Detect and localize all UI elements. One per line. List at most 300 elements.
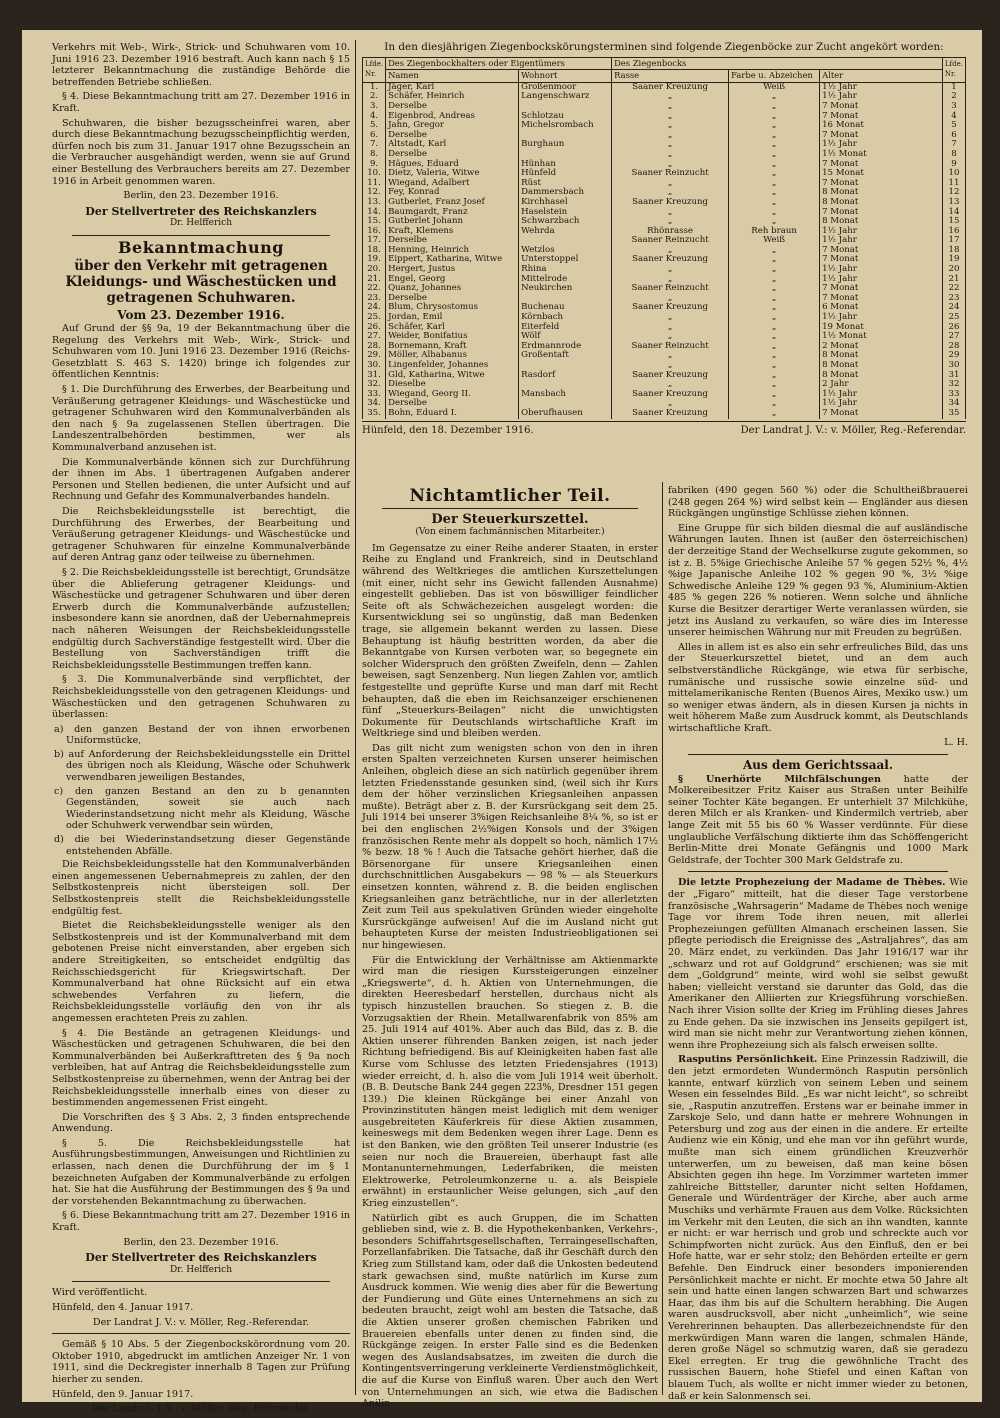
- col-header-owner: Des Ziegenbockhalters oder Eigentümers: [386, 57, 612, 70]
- cell-name: Engel, Georg: [386, 275, 519, 285]
- cell-breed: „: [612, 140, 729, 150]
- cell-breed: Saaner Kreuzung: [612, 255, 729, 265]
- cell-nr: 10.: [363, 169, 386, 179]
- column-rule: [355, 40, 356, 1395]
- cell-name: Kraft, Klemens: [386, 227, 519, 237]
- cell-nr2: 31: [942, 371, 965, 381]
- rasputin-text: Eine Prinzessin Radziwill, die den jetzt ermordeten Wundermönch Rasputin persönlich kannte, entwarf kürzlich von seinem Leben und seinem Wesen ein fesselndes Bild. „Es war nicht leicht“, so schreibt sie, „Rasputin anzutreffen. Erstens war er beinahe immer in Zarskoje Selo, und dann hatte er mehrere Wohnungen in Petersburg und zog aus der einen in die andere. Er erteilte Audienz wie ein König, und ehe man vor ihn geführt wurde, mußte man sich einem gründlichen Kreuzverhör unterwerfen, um zu beweisen, daß man keine bösen Absichten gegen ihn hege. Im Vorzimmer warteten immer zahlreiche Bittsteller, darunter nicht selten Hofdamen, Generale und Würdenträger der Kirche, aber auch arme Muschiks und verhärmte Frauen aus dem Volke. Rücksichten im Verkehr mit den Leuten, die sich an ihn wandten, kannte er nicht: er war herrisch und grob und schreckte auch vor Schimpfworten nicht zurück. Aus den Einfluß, den er bei Hofe hatte, war er sehr stolz; den Behörden erteilte er gern Befehle. Den Eindruck einer besonders imponierenden Persönlichkeit machte er nicht. Er mochte etwa 50 Jahre alt sein und hatte einen langen schwarzen Bart und schwarzes Haar, das ihm bis auf die Schultern herabhing. Die Augen waren ausdrucksvoll, aber nicht „unheimlich“, wie seine Verehrerinnen behaupten. Das allerbezeichnendste für den merkwürdigen Mann waren die langen, schmalen Hände, deren große Nägel so schmutzig waren, daß sie geradezu Ekel erregten. Er trug die gewöhnliche Tracht des russischen Bauern, hohe Stiefel und einen Kaftan von blauem Tuch, als wollte er nicht immer wieder zu betonen, daß er kein Salonmensch sei.: [668, 1054, 968, 1402]
- cell-place: Langenschwarz: [519, 92, 612, 102]
- paragraph: Alles in allem ist es also ein sehr erfreuliches Bild, das uns der Steuerkurszettel bietet, und an dem auch selbstverständliche Rückgänge, wie etwa für serbische, rumänische und russische sowie einzelne süd- und mittelamerikanische Renten (Buenos Aires, Mexiko usw.) um so weniger etwas ändern, als in diesen Kursen ja nichts in weit höherem Maße zum Ausdruck kommt, als Deutschlands wirtschaftliche Kraft.: [668, 641, 968, 734]
- published-signer: Der Landrat J. V.: v. Möller, Reg.-Referendar.: [92, 1316, 310, 1328]
- cell-color: „: [729, 150, 820, 160]
- paragraph: § 2. Die Reichsbekleidungsstelle ist berechtigt, Grundsätze über die Ablieferung getragener Kleidungs- und Wäschestücke und getragener Schuhwaren und über deren Erwerb durch die Kommunalverbände aufzustellen; insbesondere kann sie anordnen, daß der Uebernahmepreis nach näheren Weisungen der Reichsbekleidungsstelle endgültig durch Sachverständige festgestellt wird. Über die Bestellung von Sachverständigen trifft die Reichsbekleidungsstelle Bestimmungen treffen kann.: [52, 566, 350, 671]
- cell-name: Jahn, Gregor: [386, 121, 519, 131]
- table-row: [363, 265, 966, 275]
- cell-breed: Saaner Kreuzung: [612, 371, 729, 381]
- cell-place: Hünfeld: [519, 169, 612, 179]
- cell-age: 1½ Jahr: [820, 390, 943, 400]
- cell-nr2: 30: [942, 361, 965, 371]
- signer-title: Der Stellvertreter des Reichskanzlers: [85, 204, 317, 218]
- cell-age: 7 Monat: [820, 208, 943, 218]
- paragraph: Verkehrs mit Web-, Wirk-, Strick- und Schuhwaren vom 10. Juni 1916 23. Dezember 1916 bestraft. Auch kann nach § 15 letzterer Bekanntmachung die zuständige Behörde die betreffenden Betriebe schließen.: [52, 42, 350, 88]
- table-row: [363, 303, 966, 313]
- divider: [688, 754, 948, 755]
- cell-place: Wölf: [519, 332, 612, 342]
- cell-age: 1½ Jahr: [820, 265, 943, 275]
- cell-color: „: [729, 169, 820, 179]
- cell-name: Bornemann, Kraft: [386, 342, 519, 352]
- cell-color: „: [729, 332, 820, 342]
- cell-place: Oberufhausen: [519, 409, 612, 419]
- cell-nr: 28.: [363, 342, 386, 352]
- cell-breed: „: [612, 131, 729, 141]
- cell-nr: 14.: [363, 208, 386, 218]
- cell-nr: 4.: [363, 112, 386, 122]
- cell-age: 1½ Jahr: [820, 236, 943, 246]
- cell-name: Derselbe: [386, 150, 519, 160]
- cell-name: Gld, Katharina, Witwe: [386, 371, 519, 381]
- cell-nr2: 21: [942, 275, 965, 285]
- cell-nr2: 15: [942, 217, 965, 227]
- goat-table: [362, 57, 966, 419]
- cell-breed: „: [612, 380, 729, 390]
- cell-age: 8 Monat: [820, 351, 943, 361]
- cell-nr: 2.: [363, 92, 386, 102]
- cell-nr2: 32: [942, 380, 965, 390]
- cell-nr2: 12: [942, 188, 965, 198]
- cell-age: 19 Monat: [820, 323, 943, 333]
- cell-color: „: [729, 112, 820, 122]
- paragraph: Auf Grund der §§ 9a, 19 der Bekanntmachung über die Regelung des Verkehrs mit Web-, Wirk-, Strick- und Schuhwaren vom 10. Juni 1916 23. Dezember 1916 (Reichs-Gesetzblatt S. 463 S. 1420) bringe ich folgendes zur öffentlichen Kenntnis:: [52, 323, 350, 381]
- cell-color: „: [729, 208, 820, 218]
- cell-nr: 5.: [363, 121, 386, 131]
- cell-age: 2 Jahr: [820, 380, 943, 390]
- cell-color: „: [729, 313, 820, 323]
- cell-breed: Saaner Reinzucht: [612, 284, 729, 294]
- cell-place: Wehrda: [519, 227, 612, 237]
- cell-nr: 29.: [363, 351, 386, 361]
- col-header-goat: Des Ziegenbocks: [612, 57, 943, 70]
- cell-nr2: 29: [942, 351, 965, 361]
- cell-age: 1½ Jahr: [820, 227, 943, 237]
- cell-color: „: [729, 399, 820, 409]
- cell-nr: 34.: [363, 399, 386, 409]
- paragraph: Natürlich gibt es auch Gruppen, die im Schatten geblieben sind, wie z. B. die Hypothekenbanken, Verkehrs-, besonders Schiffahrtsgesellschaften, Terraingesellschaften, Porzellanfabriken. Die Tatsache, daß ihr Geschäft durch den Krieg zum Stillstand kam, oder daß die Unkosten bedeutend stark gewachsen sind, mußte natürlich im Kurse zum Ausdruck kommen. Wie wenig dies aber für die Bewertung der Fundierung und Güte eines Unternehmens an sich zu bedeuten braucht, zeigt wohl am besten die Tatsache, daß die Aktien unserer großen chemischen Fabriken und Brauereien ebenfalls unter denen zu finden sind, die Rückgänge zeigen. In erster Falle sind es die Bedenken wegen des Auslandsabsatzes, im zweiten die durch die Kontingentsverringerung verkleinerte Verdienstmöglichkeit, die auf die Kurse von Einfluß waren. Über auch den Wert von Unternehmungen an sich, wie etwa die Badischen Anilin-: [362, 1212, 658, 1410]
- cell-place: Kirchhasel: [519, 198, 612, 208]
- cell-name: Altstadt, Karl: [386, 140, 519, 150]
- column-rule: [662, 482, 663, 1395]
- table-signer: Der Landrat J. V.: v. Möller, Reg.-Referendar.: [740, 424, 966, 436]
- cell-age: 8 Monat: [820, 188, 943, 198]
- cell-color: „: [729, 160, 820, 170]
- cell-breed: Rhönrasse: [612, 227, 729, 237]
- cell-nr2: 14: [942, 208, 965, 218]
- table-footer: [362, 421, 966, 437]
- cell-age: 7 Monat: [820, 160, 943, 170]
- thebes-text: Wie der „Figaro“ mitteilt, hat die dieser Tage verstorbene französische „Wahrsagerin“ Madame de Thèbes noch wenige Tage vor ihrem Tode ihren neuen, mit allerlei Prophezeiungen gefüllten Almanach erscheinen lassen. Sie pflegte periodisch die Ereignisse des „Astraljahres“, das am 20. März endet, zu verkünden. Das Jahr 1916/17 war ihr „schwarz und rot auf Goldgrund“ erschienen; was sie mit dem „Goldgrund“ meinte, wird wohl sie selbst gewußt haben; vielleicht verstand sie darunter das Gold, das die Amerikaner den Alliierten zur Kriegsführung vorschießen. Nach ihrer Vision sollte der Krieg im Frühling dieses Jahres zu Ende gehen. Da sie inzwischen ins Jenseits gepilgert ist, wird man sie nicht mehr zur Verantwortung ziehen können, wenn ihre Prophezeiung sich als falsch erweisen sollte.: [668, 877, 968, 1051]
- cell-breed: „: [612, 246, 729, 256]
- cell-nr: 9.: [363, 160, 386, 170]
- cell-name: Weider, Bonifatius: [386, 332, 519, 342]
- cell-name: Derselbe: [386, 236, 519, 246]
- cell-breed: „: [612, 121, 729, 131]
- paragraph: Schuhwaren, die bisher bezugsscheinfrei waren, aber durch diese Bekanntmachung bezugsscheinpflichtig werden, dürfen noch bis zum 31. Januar 1917 ohne Bezugsschein an die Verbraucher ausgehändigt werden, wenn sie auf Grund einer Bestellung des Verbrauchers bereits am 27. Dezember 1916 in Arbeit genommen waren.: [52, 117, 350, 187]
- paragraph: § 3. Die Kommunalverbände sind verpflichtet, der Reichsbekleidungsstelle von den getragenen Kleidungs- und Wäschestücken und den getragenen Schuhwaren zu überlassen:: [52, 674, 350, 721]
- cell-nr: 18.: [363, 246, 386, 256]
- cell-place: Michelsrombach: [519, 121, 612, 131]
- col-header-place: Wohnort: [519, 70, 612, 83]
- cell-place: Rüst: [519, 179, 612, 189]
- paragraph: § 5. Die Reichsbekleidungsstelle hat Ausführungsbestimmungen, Anweisungen und Richtlinien zu erlassen, nach denen die Durchführung der im § 1 bezeichneten Aufgaben der Kommunalverbände zu erfolgen hat. Sie hat die Ausführung der Bestimmungen des § 9a und der vorstehenden Bekanntmachung zu überwachen.: [52, 1137, 350, 1207]
- cell-place: Buchenau: [519, 303, 612, 313]
- cell-color: „: [729, 371, 820, 381]
- cell-color: „: [729, 361, 820, 371]
- cell-nr: 7.: [363, 140, 386, 150]
- cell-breed: „: [612, 351, 729, 361]
- cell-nr2: 1: [942, 82, 965, 92]
- section-title: Nichtamtlicher Teil.: [409, 486, 611, 506]
- cell-name: Derselbe: [386, 294, 519, 304]
- cell-color: „: [729, 390, 820, 400]
- cell-age: 7 Monat: [820, 284, 943, 294]
- cell-name: Wiegand, Georg II.: [386, 390, 519, 400]
- cell-color: „: [729, 92, 820, 102]
- cell-breed: „: [612, 313, 729, 323]
- cell-nr2: 33: [942, 390, 965, 400]
- newspaper-page: [22, 30, 982, 1415]
- cell-age: 1½ Monat: [820, 150, 943, 160]
- cell-nr: 12.: [363, 188, 386, 198]
- table-row: [363, 92, 966, 102]
- cell-nr: 24.: [363, 303, 386, 313]
- cell-nr2: 8: [942, 150, 965, 160]
- cell-age: 7 Monat: [820, 294, 943, 304]
- cell-age: 7 Monat: [820, 131, 943, 141]
- cell-breed: „: [612, 399, 729, 409]
- cell-nr: 23.: [363, 294, 386, 304]
- col-header-breed: Rasse: [612, 70, 729, 83]
- list-item: b) auf Anforderung der Reichsbekleidungsstelle ein Drittel des übrigen noch als Kleidung, Wäsche oder Schuhwerk verwendbaren jeweiligen Bestandes,: [54, 748, 350, 784]
- cell-age: 1½ Jahr: [820, 140, 943, 150]
- cell-nr2: 16: [942, 227, 965, 237]
- cell-breed: „: [612, 102, 729, 112]
- cell-nr2: 5: [942, 121, 965, 131]
- cell-age: 7 Monat: [820, 409, 943, 419]
- cell-nr: 26.: [363, 323, 386, 333]
- table-row: [363, 121, 966, 131]
- col-header-age: Alter: [820, 70, 943, 83]
- cell-nr2: 18: [942, 246, 965, 256]
- cell-place: Unterstoppel: [519, 255, 612, 265]
- cell-nr2: 35: [942, 409, 965, 419]
- cell-breed: „: [612, 294, 729, 304]
- paragraph: § 4. Diese Bekanntmachung tritt am 27. Dezember 1916 in Kraft.: [52, 91, 350, 114]
- cell-color: „: [729, 121, 820, 131]
- cell-age: 8 Monat: [820, 371, 943, 381]
- cell-nr: 19.: [363, 255, 386, 265]
- cell-nr: 3.: [363, 102, 386, 112]
- cell-place: Rhina: [519, 265, 612, 275]
- signer-title: Der Stellvertreter des Reichskanzlers: [85, 1251, 317, 1265]
- paragraph: § 4. Die Bestände an getragenen Kleidungs- und Wäschestücken und getragenen Schuhwaren, die bei den Kommunalverbänden bei Außerkrafttreten des § 9a noch verbleiben, hat auf Antrag die Reichsbekleidungsstelle zum Selbstkostenpreise zu übernehmen, wenn der Antrag bei der Reichsbekleidungsstelle innerhalb eines von dieser zu bestimmenden angemessenen Frist eingeht.: [52, 1027, 350, 1109]
- left-column: [52, 42, 350, 1418]
- court-lead: § Unerhörte Milchfälschungen: [678, 773, 882, 785]
- cell-color: „: [729, 409, 820, 419]
- divider: [688, 871, 948, 872]
- article-byline: (Von einem fachmännischen Mitarbeiter.): [415, 527, 605, 538]
- cell-color: „: [729, 131, 820, 141]
- place-date: Hünfeld, den 9. Januar 1917.: [52, 1388, 194, 1400]
- signer-name: Dr. Helfferich: [169, 218, 233, 229]
- right-column: [668, 485, 968, 1405]
- cell-nr: 16.: [363, 227, 386, 237]
- table-intro: In den diesjährigen Ziegenbockskörungsterminen sind folgende Ziegenböcke zur Zucht angekört worden:: [384, 41, 944, 53]
- published-note: Wird veröffentlicht.: [52, 1287, 148, 1299]
- thebes-lead: Die letzte Prophezeiung der Madame de Thèbes.: [678, 877, 946, 889]
- cell-age: 7 Monat: [820, 102, 943, 112]
- cell-breed: „: [612, 208, 729, 218]
- cell-breed: Saaner Kreuzung: [612, 390, 729, 400]
- cell-nr2: 13: [942, 198, 965, 208]
- cell-name: Schäfer, Karl: [386, 323, 519, 333]
- cell-nr: 6.: [363, 131, 386, 141]
- cell-nr: 25.: [363, 313, 386, 323]
- cell-color: „: [729, 246, 820, 256]
- cell-place: Mittelrode: [519, 275, 612, 285]
- cell-nr2: 7: [942, 140, 965, 150]
- cell-color: „: [729, 351, 820, 361]
- table-row: [363, 131, 966, 141]
- paragraph: Bietet die Reichsbekleidungsstelle weniger als den Selbstkostenpreis und ist der Kommunalverband mit dem gebotenen Preise nicht einverstanden, aber ergeben sich andere Streitigkeiten, so entscheidet endgültig das Reichsschiedsgericht für Kriegswirtschaft. Der Kommunalverband hat ohne Rücksicht auf ein etwa schwebendes Verfahren zu liefern, die Reichsbekleidungsstelle vorläufig den von ihr als angemessen erachteten Preis zu zahlen.: [52, 920, 350, 1024]
- cell-nr: 21.: [363, 275, 386, 285]
- cell-age: 7 Monat: [820, 179, 943, 189]
- table-row: [363, 112, 966, 122]
- cell-place: Eiterfeld: [519, 323, 612, 333]
- cell-nr2: 20: [942, 265, 965, 275]
- table-row: [363, 390, 966, 400]
- cell-name: Dieselbe: [386, 380, 519, 390]
- paragraph: § 1. Die Durchführung des Erwerbes, der Bearbeitung und Veräußerung getragener Kleidungs- und Wäschestücke und getragener Schuhwaren wird den Kommunalverbänden als den nach § 9a zugelassenen Stellen übertragen. Die Landeszentralbehörden bestimmen, wer als Kommunalverband anzusehen ist.: [52, 384, 350, 454]
- cell-age: 7 Monat: [820, 112, 943, 122]
- cell-name: Bohn, Eduard I.: [386, 409, 519, 419]
- paragraph: § 6. Diese Bekanntmachung tritt am 27. Dezember 1916 in Kraft.: [52, 1210, 350, 1234]
- cell-breed: Saaner Kreuzung: [612, 409, 729, 419]
- cell-breed: „: [612, 332, 729, 342]
- cell-color: „: [729, 323, 820, 333]
- cell-name: Blum, Chrysostomus: [386, 303, 519, 313]
- cell-color: Weiß: [729, 82, 820, 92]
- paragraph: Für die Entwicklung der Verhältnisse am Aktienmarkte wird man die riesigen Kurssteigerungen einzelner „Kriegswerte“, d. h. Aktien von Unternehmungen, die direkten Heeresbedarf herstellen, durchaus nicht als typisch hinzustellen brauchen. So stiegen z. B. die Vorzugsaktien der Rhein. Metallwarenfabrik von 85% am 25. Juli 1914 auf 401%. Aber auch das Bild, das z. B. die Aktien unserer führenden Banken zeigen, ist nach jeder Richtung befriedigend. Bis auf Kleinigkeiten haben fast alle Kurse vom Schlusse des letzten Friedensjahres (1913) wieder erreicht, d. h. also die vom Juli 1914 weit überholt. (B. B. Deutsche Bank 244 gegen 223%, Dresdner 151 gegen 139.) Die kleinen Rückgänge bei einer Anzahl von Provinzinstituten hängen meist lediglich mit dem weniger ausgebreiteten Käuferkreis für diese Aktien zusammen, keineswegs mit dem Bedenken wegen ihrer Lage. Denn es ist den Banken, wie den größten Teil unserer Industrie (es seien nur noch die Brauereien, überhaupt fast alle Montanunternehmungen, Lederfabriken, die meisten Elektrowerke, Petroleumkonzerne u. a. als Beispiele erwähnt) in erstaunlicher Weise gelungen, sich „auf den Krieg einzustellen“.: [362, 954, 658, 1210]
- cell-breed: „: [612, 179, 729, 189]
- cell-breed: Saaner Kreuzung: [612, 82, 729, 92]
- paragraph: Eine Gruppe für sich bilden diesmal die auf ausländische Währungen lauten. Ihnen ist (außer den österreichischen) der derzeitige Stand der Wechselkurse zugute gekommen, so ist z. B. 5%ige Griechische Anleihe 57 % gegen 52½ %, 4½ %ige Japanische Anleihe 102 % gegen 90 %, 3½ %ige Schwedische Anleihe 129 % gegen 93 %, Aluminium-Aktien 485 % gegen 226 % notieren. Wenn solche und ähnliche Kurse die Besitzer derartiger Werte veranlassen würden, sie jetzt ins Ausland zu verkaufen, so wäre dies im Interesse unserer heimischen Währung nur mit Freuden zu begrüßen.: [668, 522, 968, 639]
- signer-name: Dr. Helfferich: [169, 1264, 233, 1275]
- cell-name: Wiegand, Adalbert: [386, 179, 519, 189]
- cell-name: Dietz, Valeria, Witwe: [386, 169, 519, 179]
- cell-name: Eippert, Katharina, Witwe: [386, 255, 519, 265]
- goat-table-section: [362, 42, 966, 436]
- cell-name: Gutberlet Johann: [386, 217, 519, 227]
- paragraph: Im Gegensatze zu einer Reihe anderer Staaten, in erster Reihe zu England und Frankreich, sind in Deutschland während des Weltkrieges die amtlichen Kurszettelungen (mit einer, nicht sehr ins Gewicht fallenden Ausnahme) eingestellt geblieben. Das ist von böswilliger feindlicher Seite oft als Schwächezeichen ausgelegt worden: die Kursentwicklung sei so ungünstig, daß man Bedenken trage, sie allgemein bekannt werden zu lassen. Diese Behauptung ist häufig bestritten worden, da aber die Bekanntgabe von Kursen verboten war, so begegnete ein solcher Widerspruch den größten Zweifeln, denn — Zahlen beweisen, sagt Senzenberg. Nun liegen Zahlen vor, amtlich festgestellte und geprüfte Kurse und man darf mit Recht behaupten, daß die eben im Reichsanzeiger erschienenen fünf „Steuerkurs-Beilagen“ nicht die unwichtigsten Dokumente für Deutschlands wirtschaftliche Kraft im Weltkriege sind und bleiben werden.: [362, 542, 658, 740]
- cell-nr: 11.: [363, 179, 386, 189]
- cell-nr2: 23: [942, 294, 965, 304]
- cell-color: „: [729, 342, 820, 352]
- cell-color: „: [729, 303, 820, 313]
- paragraph: Die Reichsbekleidungsstelle ist berechtigt, die Durchführung des Erwerbes, der Bearbeitung und Veräußerung getragener Kleidungs- und Wäschestücke und getragener Schuhwaren für einzelne Kommunalverbände auf deren Antrag ganz oder teilweise zu übernehmen.: [52, 506, 350, 564]
- table-row: [363, 313, 966, 323]
- cell-breed: „: [612, 361, 729, 371]
- cell-color: „: [729, 140, 820, 150]
- cell-name: Derselbe: [386, 131, 519, 141]
- notice-title: Bekanntmachung: [118, 237, 284, 257]
- cell-name: Derselbe: [386, 102, 519, 112]
- cell-nr2: 6: [942, 131, 965, 141]
- cell-breed: „: [612, 112, 729, 122]
- divider: [382, 508, 638, 509]
- court-text: hatte der Molkereibesitzer Fritz Kaiser aus Straßen unter Beihilfe seiner Tochter Käte begangen. Er unterhielt 37 Milchkühe, deren Milch er als Kranken- und Kindermilch vertrieb, aber lange Zeit mit 55 bis 60 % Wasser verdünnte. Für diese unglaubliche Verfälschung diktierte ihm das Schöffengericht Berlin-Mitte drei Monate Gefängnis und 1000 Mark Geldstrafe, der Tochter 300 Mark Geldstrafe zu.: [668, 773, 968, 866]
- divider: [72, 235, 330, 236]
- cell-name: Gutberlet, Franz Josef: [386, 198, 519, 208]
- cell-nr2: 11: [942, 179, 965, 189]
- cell-nr2: 22: [942, 284, 965, 294]
- cell-age: 8 Monat: [820, 361, 943, 371]
- cell-color: Weiß: [729, 236, 820, 246]
- paragraph: fabriken (490 gegen 560 %) oder die Schultheißbrauerei (248 gegen 264 %) wird selbst kein — Engländer aus diesen Rückgängen ungünstige Schlüsse ziehen können.: [668, 485, 968, 520]
- published-date: Hünfeld, den 4. Januar 1917.: [52, 1302, 194, 1313]
- cell-color: „: [729, 188, 820, 198]
- notice-date: Vom 23. Dezember 1916.: [117, 307, 285, 322]
- place-date: Berlin, den 23. Dezember 1916.: [123, 190, 279, 202]
- cell-nr: 31.: [363, 371, 386, 381]
- cell-age: 2 Monat: [820, 342, 943, 352]
- cell-age: 1½ Jahr: [820, 82, 943, 92]
- cell-nr2: 19: [942, 255, 965, 265]
- cell-place: Burghaun: [519, 140, 612, 150]
- middle-column: [362, 485, 658, 1413]
- cell-nr: 15.: [363, 217, 386, 227]
- table-row: [363, 371, 966, 381]
- cell-color: „: [729, 102, 820, 112]
- table-date: Hünfeld, den 18. Dezember 1916.: [362, 424, 534, 436]
- cell-color: Reh braun: [729, 227, 820, 237]
- cell-nr: 27.: [363, 332, 386, 342]
- cell-breed: Saaner Reinzucht: [612, 236, 729, 246]
- cell-name: Fey, Konrad: [386, 188, 519, 198]
- cell-nr: 30.: [363, 361, 386, 371]
- divider: [52, 1333, 350, 1334]
- table-row: [363, 284, 966, 294]
- col-header-name: Namen: [386, 70, 519, 83]
- cell-breed: „: [612, 150, 729, 160]
- cell-age: 6 Monat: [820, 303, 943, 313]
- cell-age: 1½ Monat: [820, 332, 943, 342]
- cell-color: „: [729, 294, 820, 304]
- cell-nr2: 3: [942, 102, 965, 112]
- cell-nr: 8.: [363, 150, 386, 160]
- cell-nr: 13.: [363, 198, 386, 208]
- cell-place: Neukirchen: [519, 284, 612, 294]
- cell-name: Hergert, Justus: [386, 265, 519, 275]
- article-title: Der Steuerkurszettel.: [431, 511, 589, 527]
- cell-place: Körnbach: [519, 313, 612, 323]
- cell-name: Jäger, Karl: [386, 82, 519, 92]
- cell-name: Derselbe: [386, 399, 519, 409]
- table-row: [363, 409, 966, 419]
- paragraph: Gemäß § 10 Abs. 5 der Ziegenbockskörordnung vom 20. Oktober 1910, abgedruckt im amtlichen Anzeiger Nr. 1 von 1911, sind die Deckregister innerhalb 8 Tagen zur Prüfung hierher zu senden.: [52, 1339, 350, 1385]
- cell-place: Schlotzau: [519, 112, 612, 122]
- cell-age: 7 Monat: [820, 246, 943, 256]
- cell-color: „: [729, 198, 820, 208]
- cell-age: 15 Monat: [820, 169, 943, 179]
- cell-name: Hägues, Eduard: [386, 160, 519, 170]
- cell-nr2: 25: [942, 313, 965, 323]
- table-row: [363, 179, 966, 189]
- cell-color: „: [729, 255, 820, 265]
- table-row: [363, 140, 966, 150]
- cell-nr2: 28: [942, 342, 965, 352]
- cell-breed: Saaner Kreuzung: [612, 198, 729, 208]
- cell-nr2: 9: [942, 160, 965, 170]
- cell-nr: 22.: [363, 284, 386, 294]
- paragraph: Das gilt nicht zum wenigsten schon von den in ihren ersten Spalten verzeichneten Kursen unserer heimischen Anleihen, obgleich diese an sich natürlich gegenüber ihrem letzten Friedensstande gesunken sind, (weil sich ihr Kurs dem der höher verzinslichen Kriegsanleihen anpassen mußte). Beträgt aber z. B. der Kursrückgang seit dem 25. Juli 1914 bei unserer 3%igen Reichsanleihe 8¼ %, so ist er bei den englischen 2½%igen Konsols und der 3%igen französischen Rente mehr als doppelt so hoch, nämlich 17½ % bezw. 18 % ! Auch die Tatsache gehört hierher, daß die Börsenorgane für unsere Kriegsanleihen einen durchschnittlichen Ausgabekurs — 98 % — als Steuerkurs einsetzen konnten, während z. B. die beiden englischen Kriegsanleihen ganz beträchtliche, nur in der allerletzten Zeit zum Teil aus spekulativen Gründen wieder eingeholte Kursrückgänge aufweisen! Auf die im Ausland nicht gut behaupteten Kurse der meisten Industrieobligationen sei nur hingewiesen.: [362, 742, 658, 951]
- notice-subtitle: über den Verkehr mit getragenen Kleidungs- und Wäschestücken und getragenen Schuhwaren.: [65, 257, 337, 306]
- cell-name: Lingenfelder, Johannes: [386, 361, 519, 371]
- paragraph: Die Vorschriften des § 3 Abs. 2, 3 finden entsprechende Anwendung.: [52, 1111, 350, 1135]
- cell-place: Erdmannrode: [519, 342, 612, 352]
- cell-name: Schäfer, Heinrich: [386, 92, 519, 102]
- col-header-nr: Lfde. Nr.: [363, 57, 386, 82]
- cell-name: Möller, Alhabanus: [386, 351, 519, 361]
- cell-nr2: 26: [942, 323, 965, 333]
- cell-breed: „: [612, 188, 729, 198]
- final-signer: Der Landrat. J. V.: v. Möller, Reg.-Referendar.: [91, 1403, 311, 1415]
- list-item: c) den ganzen Bestand an den zu b genannten Gegenständen, soweit sie auch nach Wiederinstandsetzung nicht mehr als Kleidung, Wäsche oder Schuhwerk verwendbar sein würden,: [54, 785, 350, 832]
- cell-color: „: [729, 284, 820, 294]
- cell-place: Schwarzbach: [519, 217, 612, 227]
- cell-breed: „: [612, 265, 729, 275]
- cell-color: „: [729, 217, 820, 227]
- cell-place: Haselstein: [519, 208, 612, 218]
- cell-age: 7 Monat: [820, 255, 943, 265]
- cell-nr2: 10: [942, 169, 965, 179]
- cell-breed: „: [612, 92, 729, 102]
- cell-breed: Saaner Reinzucht: [612, 342, 729, 352]
- author-initials: L. H.: [944, 737, 968, 749]
- cell-age: 1½ Jahr: [820, 313, 943, 323]
- cell-nr: 17.: [363, 236, 386, 246]
- cell-breed: Saaner Kreuzung: [612, 303, 729, 313]
- cell-name: Eigenbrod, Andreas: [386, 112, 519, 122]
- cell-breed: „: [612, 160, 729, 170]
- cell-age: 16 Monat: [820, 121, 943, 131]
- divider: [72, 1281, 330, 1282]
- rasputin-lead: Rasputins Persönlichkeit.: [678, 1054, 818, 1066]
- court-section-title: Aus dem Gerichtssaal.: [742, 758, 893, 773]
- cell-name: Jordan, Emil: [386, 313, 519, 323]
- cell-age: 8 Monat: [820, 198, 943, 208]
- cell-color: „: [729, 275, 820, 285]
- cell-nr: 33.: [363, 390, 386, 400]
- cell-color: „: [729, 380, 820, 390]
- cell-place: Hünhan: [519, 160, 612, 170]
- cell-breed: Saaner Reinzucht: [612, 169, 729, 179]
- cell-nr2: 2: [942, 92, 965, 102]
- cell-nr2: 34: [942, 399, 965, 409]
- cell-nr: 1.: [363, 82, 386, 92]
- list-item: d) die bei Wiederinstandsetzung dieser Gegenstände entstehenden Abfälle.: [54, 834, 350, 857]
- list-item: a) den ganzen Bestand der von ihnen erworbenen Uniformstücke,: [54, 723, 350, 747]
- cell-age: 1½ Jahr: [820, 92, 943, 102]
